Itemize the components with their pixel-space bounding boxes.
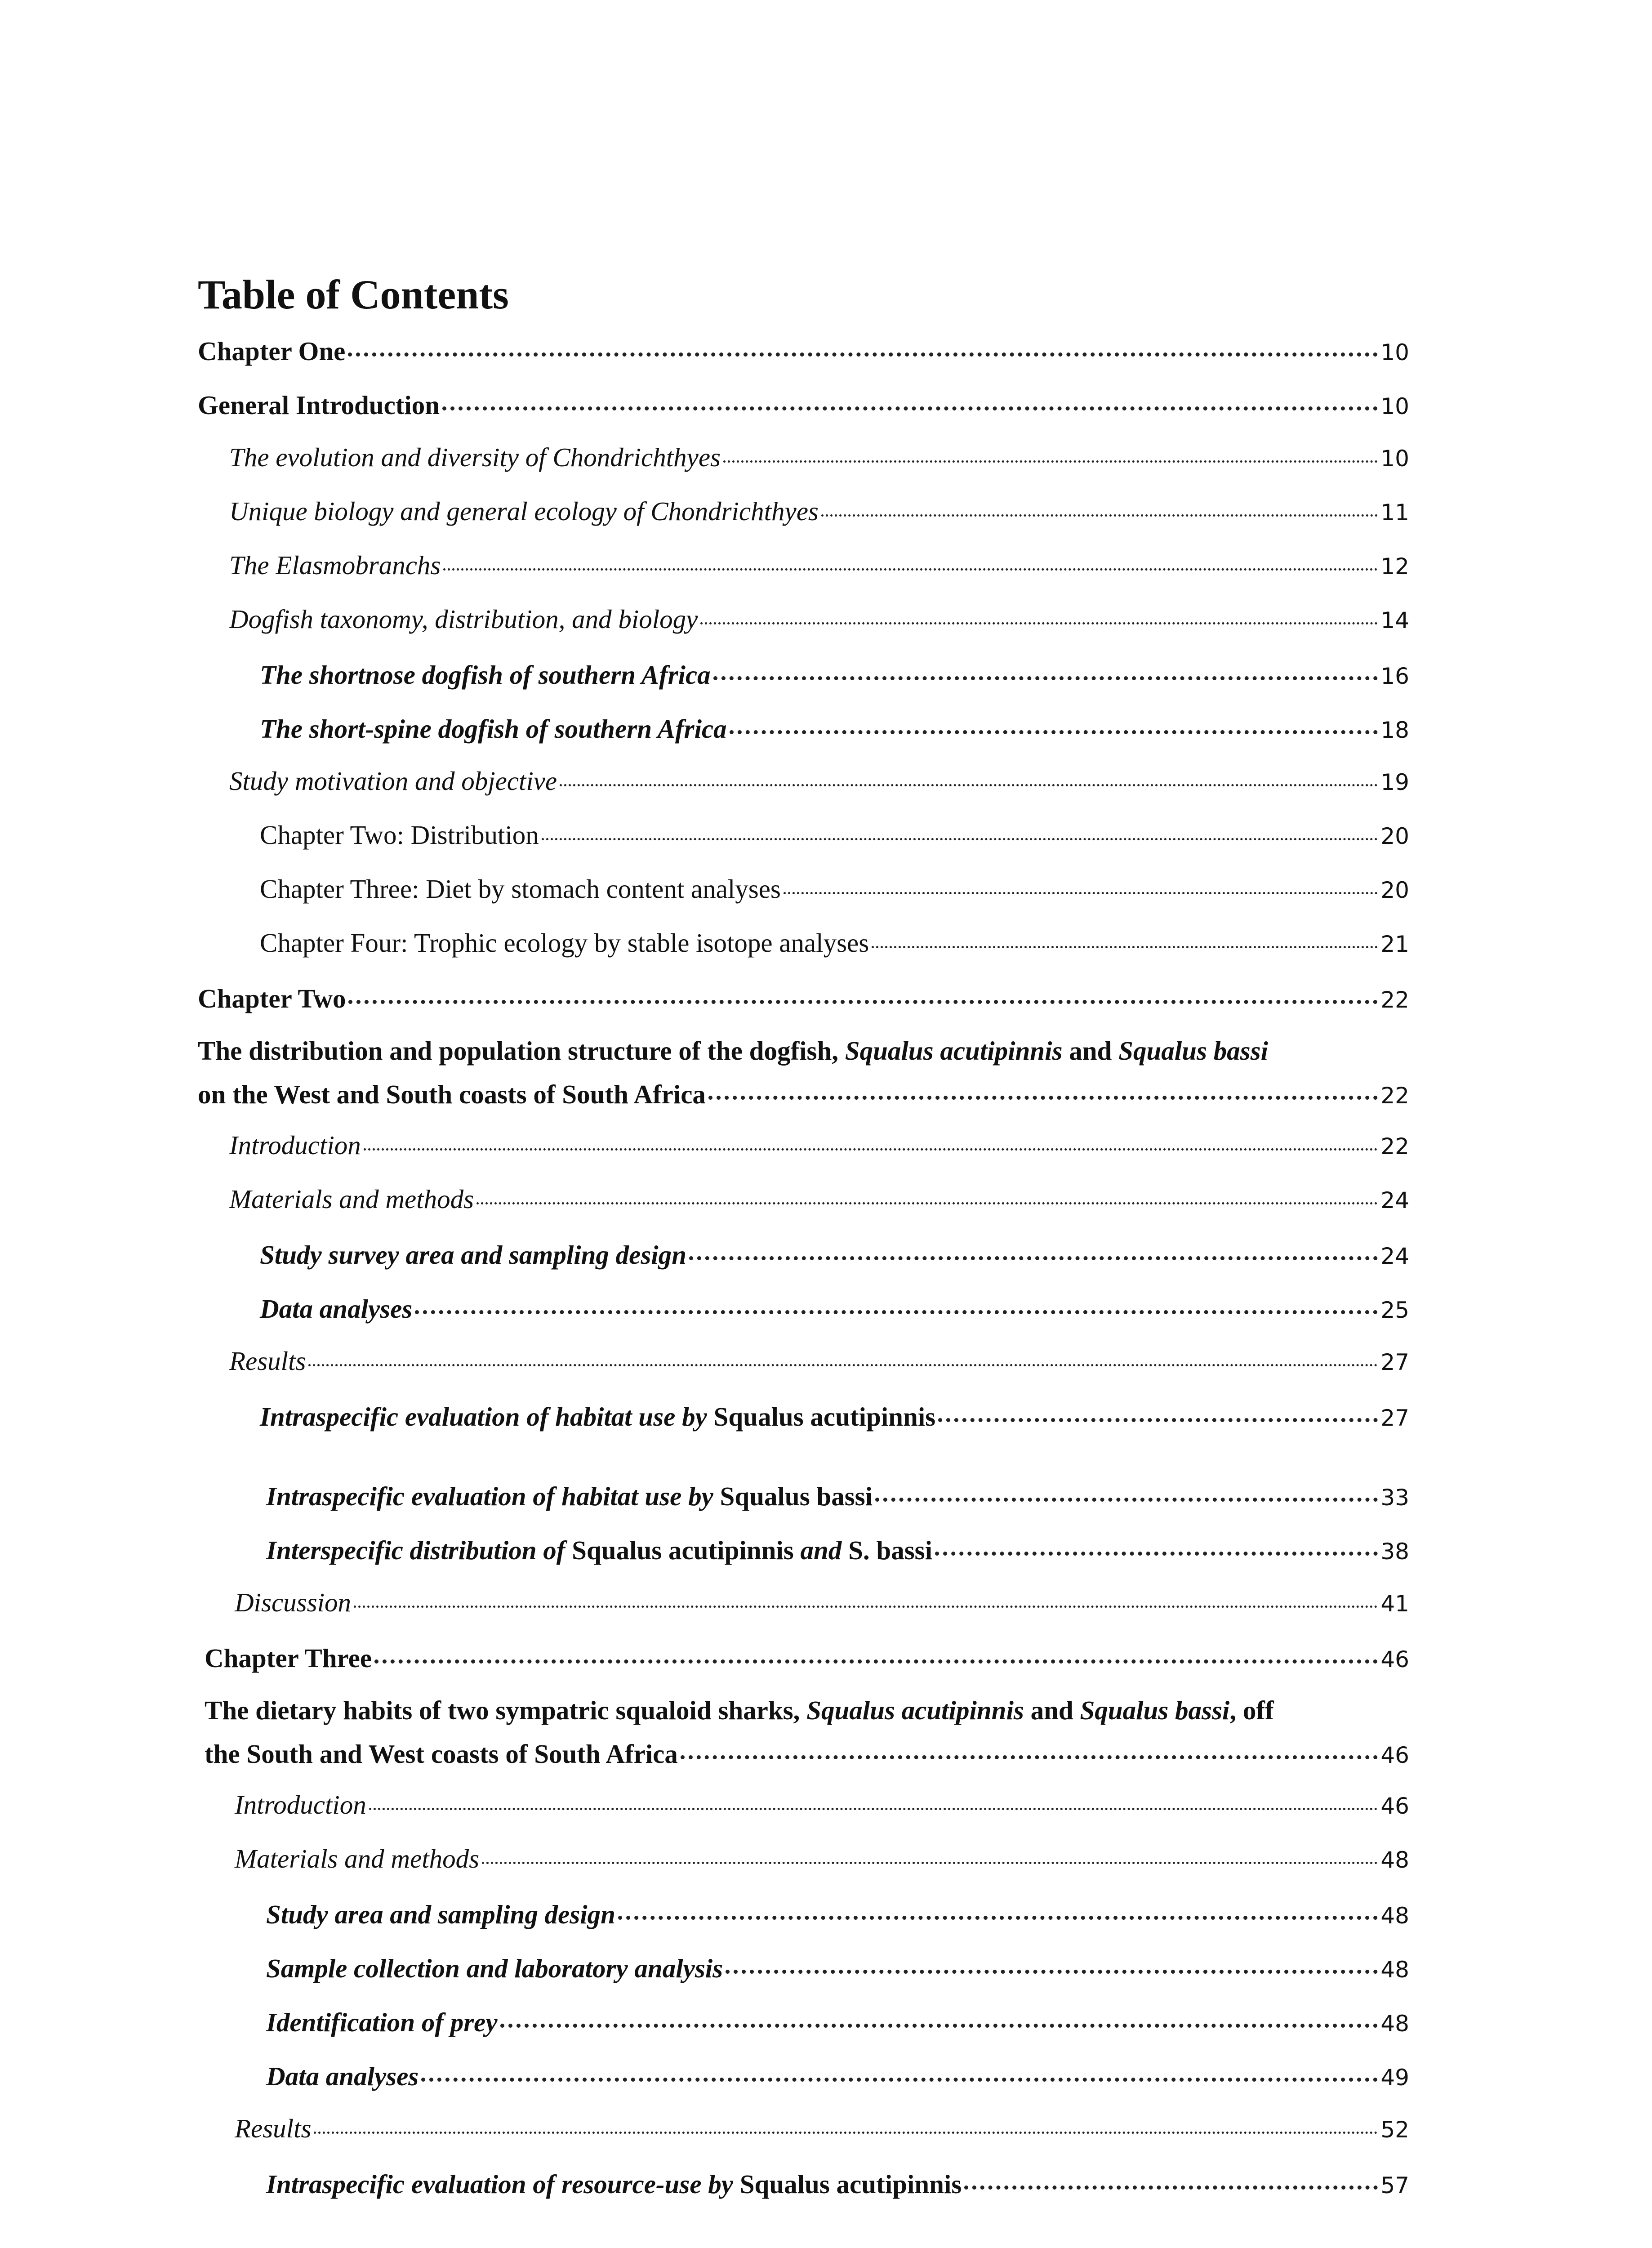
toc-entry-page: 57	[1380, 2172, 1409, 2199]
toc-entry-page: 48	[1380, 2011, 1409, 2037]
toc-entry-title	[266, 1537, 932, 1564]
toc-entry-page: 48	[1380, 1903, 1409, 1929]
toc-entry-title-line2	[205, 1739, 1409, 1767]
toc-entry-chapter-four-trophic[interactable]	[260, 930, 1409, 956]
toc-entry-page: 14	[1380, 607, 1409, 633]
toc-entry-intraspecific-bassi[interactable]	[266, 1481, 1409, 1510]
leader-dots	[415, 1290, 1378, 1314]
toc-entry-title-line2	[198, 1079, 1409, 1108]
toc-entry-page: 12	[1380, 553, 1409, 580]
toc-entry-general-introduction[interactable]	[198, 390, 1409, 419]
toc-entry-title: General Introduction	[198, 390, 440, 420]
toc-entry-title: Chapter Three: Diet by stomach content analyses	[260, 874, 781, 904]
toc-entry-title: Chapter Four: Trophic ecology by stable isotope analyses	[260, 928, 869, 958]
toc-entry-sample-collection[interactable]	[266, 1954, 1409, 1982]
toc-entry-distribution-population[interactable]	[198, 1038, 1409, 1108]
toc-entry-interspecific-distribution[interactable]	[266, 1535, 1409, 1564]
toc-entry-page: 27	[1380, 1349, 1409, 1375]
title-text: The distribution and population structure of the dogfish,	[198, 1036, 845, 1066]
title-text: and	[1024, 1695, 1080, 1725]
toc-entry-title	[260, 1404, 935, 1430]
toc-entry-page: 24	[1380, 1243, 1409, 1269]
title-text: the South and West coasts of South Africa	[205, 1739, 678, 1769]
toc-entry-page: 22	[1380, 1083, 1409, 1109]
leader-dots	[618, 1896, 1378, 1920]
species-name: Squalus acutipinnis	[572, 1535, 801, 1565]
leader-dots	[482, 1842, 1378, 1864]
toc-entry-title: Dogfish taxonomy, distribution, and biology	[229, 604, 698, 634]
leader-dots	[314, 2112, 1378, 2134]
toc-entry-page: 10	[1380, 446, 1409, 472]
toc-entry-intraspecific-resource-use[interactable]	[266, 2169, 1409, 2198]
leader-dots	[964, 2166, 1378, 2190]
toc-entry-title: Data analyses	[260, 1294, 413, 1324]
title-text: , off	[1229, 1695, 1274, 1725]
toc-entry-chapter-two[interactable]	[198, 984, 1409, 1012]
toc-entry-title: Identification of prey	[266, 2007, 498, 2037]
toc-entry-page: 46	[1380, 1646, 1409, 1673]
toc-entry-title: The short-spine dogfish of southern Africa	[260, 714, 727, 744]
toc-entry-title: Materials and methods	[229, 1184, 474, 1214]
toc-entry-chapter-three[interactable]	[205, 1643, 1409, 1672]
toc-entry-materials-methods[interactable]	[229, 1186, 1409, 1213]
species-name: Squalus bassi	[1080, 1695, 1230, 1725]
species-name: Squalus acutipinnis	[713, 1402, 936, 1432]
leader-dots	[708, 1076, 1378, 1100]
toc-entry-title: Study survey area and sampling design	[260, 1240, 687, 1270]
toc-entry-title: Introduction	[235, 1790, 366, 1820]
title-text: on the West and South coasts of South Africa	[198, 1079, 706, 1109]
toc-entry-identification-prey[interactable]	[266, 2007, 1409, 2036]
leader-dots	[443, 549, 1378, 571]
species-name: Squalus acutipinnis	[739, 2169, 962, 2199]
leader-dots	[784, 872, 1378, 894]
toc-entry-results[interactable]	[229, 1348, 1409, 1374]
toc-entry-evolution-diversity[interactable]	[229, 444, 1409, 471]
toc-entry-study-survey-area[interactable]	[260, 1240, 1409, 1268]
leader-dots	[560, 764, 1378, 786]
toc-entry-page: 41	[1380, 1591, 1409, 1617]
toc-entry-dogfish-taxonomy[interactable]	[229, 606, 1409, 633]
toc-entry-title: Chapter Three	[205, 1643, 372, 1673]
toc-entry-title: Results	[229, 1346, 306, 1376]
toc-entry-materials-methods-ch3[interactable]	[235, 1846, 1409, 1872]
toc-entry-page: 22	[1380, 1133, 1409, 1160]
leader-dots	[374, 1640, 1378, 1664]
toc-entry-page: 18	[1380, 717, 1409, 743]
toc-entry-title: The Elasmobranchs	[229, 550, 441, 580]
leader-dots	[476, 1182, 1378, 1204]
toc-entry-chapter-one[interactable]	[198, 336, 1409, 365]
leader-dots	[681, 1735, 1378, 1759]
leader-dots	[726, 1950, 1378, 1974]
leader-dots	[821, 495, 1378, 517]
toc-entry-dietary-habits[interactable]	[205, 1697, 1409, 1767]
toc-entry-page: 20	[1380, 823, 1409, 849]
leader-dots	[713, 656, 1378, 680]
toc-entry-page: 25	[1380, 1297, 1409, 1323]
toc-entry-page: 27	[1380, 1405, 1409, 1431]
toc-entry-introduction[interactable]	[229, 1132, 1409, 1159]
toc-entry-title: Chapter Two: Distribution	[260, 820, 539, 850]
toc-entry-page: 16	[1380, 663, 1409, 689]
toc-entry-page: 11	[1380, 500, 1409, 526]
toc-entry-page: 52	[1380, 2117, 1409, 2143]
toc-entry-discussion[interactable]	[235, 1589, 1409, 1616]
toc-entry-page: 21	[1380, 931, 1409, 957]
toc-entry-data-analyses[interactable]	[260, 1294, 1409, 1322]
toc-entry-introduction-ch3[interactable]	[235, 1792, 1409, 1818]
toc-entry-title: Sample collection and laboratory analysis	[266, 1954, 723, 1983]
toc-entry-page: 10	[1380, 339, 1409, 366]
toc-entry-short-spine-dogfish[interactable]	[260, 714, 1409, 742]
toc-entry-page: 33	[1380, 1485, 1409, 1511]
toc-entry-study-motivation[interactable]	[229, 768, 1409, 794]
title-text: Intraspecific evaluation of habitat use by	[266, 1481, 720, 1511]
leader-dots	[348, 980, 1378, 1004]
toc-entry-title	[266, 1483, 873, 1510]
leader-dots	[938, 1398, 1378, 1422]
toc-entry-intraspecific-acutipinnis[interactable]	[260, 1402, 1409, 1430]
leader-dots	[700, 602, 1378, 624]
leader-dots	[689, 1236, 1378, 1260]
toc-entry-title: Chapter One	[198, 336, 346, 366]
leader-dots	[730, 710, 1378, 734]
leader-dots	[872, 926, 1378, 948]
toc-heading: Table of Contents	[198, 272, 509, 317]
toc-entry-data-analyses-ch3[interactable]	[266, 2061, 1409, 2090]
leader-dots	[935, 1532, 1378, 1556]
toc-entry-title: Unique biology and general ecology of Chondrichthyes	[229, 496, 819, 526]
leader-dots	[723, 441, 1378, 463]
toc-entry-title: Results	[235, 2114, 312, 2143]
leader-dots	[500, 2004, 1378, 2028]
title-text: The dietary habits of two sympatric squaloid sharks,	[205, 1695, 807, 1725]
toc-entry-unique-biology[interactable]	[229, 498, 1409, 525]
toc-entry-title: Data analyses	[266, 2061, 419, 2091]
toc-entry-page: 10	[1380, 393, 1409, 419]
leader-dots	[442, 387, 1378, 410]
toc-entry-title: Introduction	[229, 1130, 361, 1160]
toc-entry-title: Materials and methods	[235, 1844, 480, 1873]
toc-entry-page: 48	[1380, 1957, 1409, 1983]
title-text: Interspecific distribution of	[266, 1535, 572, 1565]
species-name: Squalus acutipinnis	[806, 1695, 1024, 1725]
toc-entry-title: Chapter Two	[198, 984, 346, 1013]
toc-entry-study-area-sampling[interactable]	[266, 1900, 1409, 1928]
leader-dots	[421, 2058, 1378, 2082]
toc-entry-title: The evolution and diversity of Chondrichthyes	[229, 442, 721, 472]
leader-dots	[875, 1478, 1378, 1502]
toc-entry-title-line1	[198, 1038, 1409, 1064]
toc-entry-title	[266, 2171, 962, 2198]
toc-entry-title-line1	[205, 1697, 1409, 1724]
toc-entry-page: 46	[1380, 1793, 1409, 1819]
leader-dots	[354, 1586, 1378, 1608]
title-text: Intraspecific evaluation of habitat use by	[260, 1402, 714, 1432]
title-text: and	[1062, 1036, 1119, 1066]
species-name: Squalus acutipinnis	[845, 1036, 1063, 1066]
title-text: and	[800, 1535, 849, 1565]
toc-entry-title: Discussion	[235, 1588, 351, 1617]
toc-entry-results-ch3[interactable]	[235, 2115, 1409, 2142]
species-name: S. bassi	[848, 1535, 933, 1565]
toc-entry-title: The shortnose dogfish of southern Africa	[260, 660, 711, 690]
species-name: Squalus bassi	[1118, 1036, 1268, 1066]
toc-entry-title: Study area and sampling design	[266, 1900, 615, 1929]
toc-entry-chapter-three-diet[interactable]	[260, 876, 1409, 902]
toc-entry-page: 22	[1380, 987, 1409, 1013]
toc-entry-page: 20	[1380, 877, 1409, 903]
toc-entry-chapter-two-distribution[interactable]	[260, 822, 1409, 848]
toc-entry-shortnose-dogfish[interactable]	[260, 660, 1409, 688]
species-name: Squalus bassi	[720, 1481, 873, 1511]
toc-entry-page: 48	[1380, 1847, 1409, 1873]
toc-entry-page: 19	[1380, 769, 1409, 795]
title-text: Intraspecific evaluation of resource-use by	[266, 2169, 740, 2199]
leader-dots	[369, 1788, 1378, 1810]
toc-entry-title: Study motivation and objective	[229, 766, 557, 796]
leader-dots	[348, 333, 1378, 357]
toc-entry-elasmobranchs[interactable]	[229, 552, 1409, 579]
leader-dots	[308, 1344, 1378, 1366]
toc-entry-page: 46	[1380, 1742, 1409, 1768]
toc-entry-page: 24	[1380, 1187, 1409, 1213]
toc-entry-page: 49	[1380, 2065, 1409, 2091]
leader-dots	[364, 1128, 1378, 1151]
leader-dots	[542, 818, 1378, 840]
toc-entry-page: 38	[1380, 1539, 1409, 1565]
